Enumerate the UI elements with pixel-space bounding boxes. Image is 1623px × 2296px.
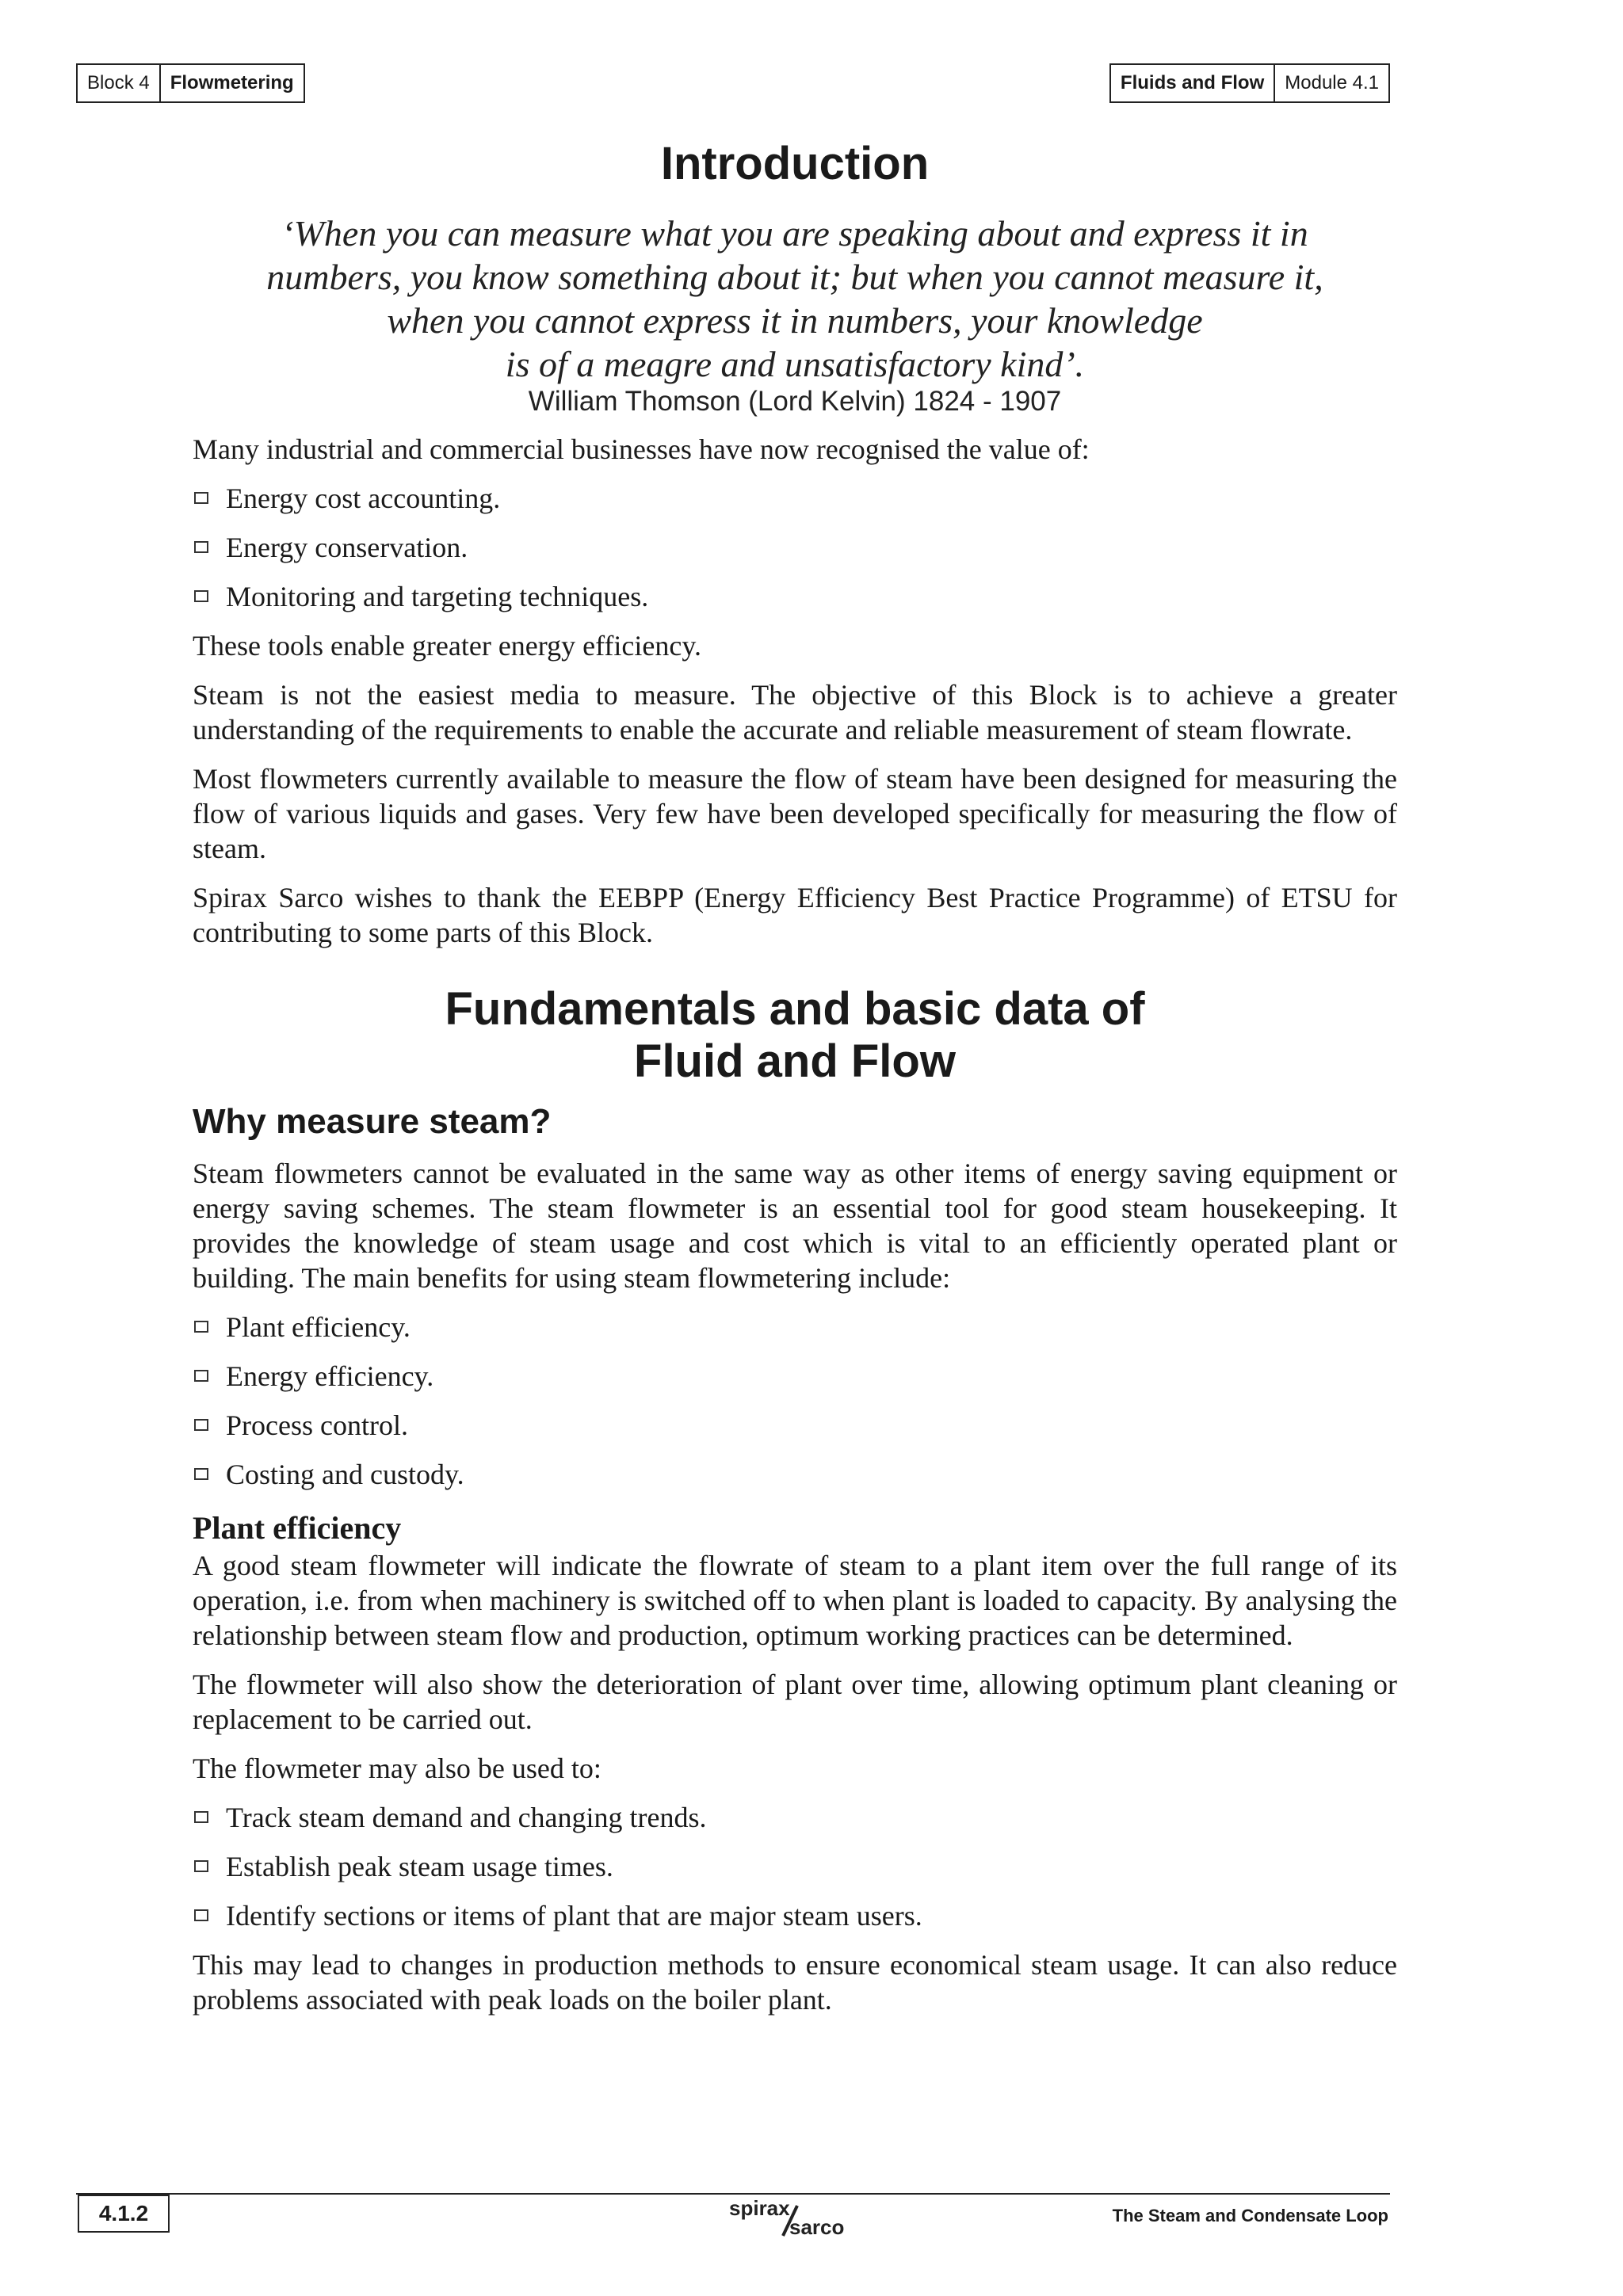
quote-line: ‘When you can measure what you are speaking about and express it in	[281, 212, 1308, 254]
square-bullet-icon	[194, 590, 208, 602]
header-section: Fluids and Flow	[1120, 72, 1265, 93]
plant-paragraph: The flowmeter may also be used to:	[193, 1752, 601, 1784]
intro-paragraph: Steam is not the easiest media to measure. The objective of this Block is to achieve a greater understanding of the requirements to enable the accurate and reliable measurement of steam flowrate.	[193, 678, 1397, 746]
spirax-sarco-logo	[727, 2196, 862, 2244]
square-bullet-icon	[194, 1909, 208, 1921]
square-bullet-icon	[194, 1860, 208, 1872]
header-module: Module 4.1	[1274, 65, 1388, 101]
list-item: Process control.	[193, 1408, 1397, 1443]
footer-title: The Steam and Condensate Loop	[1112, 2206, 1388, 2225]
intro-bullet-list	[193, 481, 1397, 614]
square-bullet-icon	[194, 541, 208, 553]
square-bullet-icon	[194, 1419, 208, 1431]
list-item: Establish peak steam usage times.	[193, 1849, 1397, 1884]
logo-text-top: spirax	[729, 2196, 790, 2220]
plant-efficiency-heading: Plant efficiency	[193, 1509, 402, 1546]
list-item: Identify sections or items of plant that are major steam users.	[193, 1898, 1397, 1933]
square-bullet-icon	[194, 492, 208, 504]
plant-paragraph: This may lead to changes in production methods to ensure economical steam usage. It can also reduce problems associated with peak loads on the boiler plant.	[193, 1948, 1397, 2016]
why-paragraph: Steam flowmeters cannot be evaluated in the same way as other items of energy saving equipment or energy saving schemes. The steam flowmeter is an essential tool for good steam housekeeping. It provides the knowledge of steam usage and cost which is vital to an efficiently operated plant or building. The main benefits for using steam flowmetering include:	[193, 1157, 1397, 1294]
uses-list	[193, 1800, 1397, 1933]
square-bullet-icon	[194, 1321, 208, 1333]
header-block: Block 4	[87, 72, 150, 93]
logo-text-bottom: sarco	[789, 2215, 845, 2239]
intro-paragraph: These tools enable greater energy efficiency.	[193, 629, 702, 662]
list-item: Energy cost accounting.	[193, 481, 1397, 516]
list-item: Energy conservation.	[193, 530, 1397, 565]
header-block-box	[76, 63, 305, 103]
header-block-title: Flowmetering	[159, 65, 304, 101]
plant-paragraph: A good steam flowmeter will indicate the flowrate of steam to a plant item over the full range of its operation, i.e. from when machinery is switched off to when plant is loaded to capacity. By analysing the relationship between steam flow and production, optimum working practices can be determined.	[193, 1549, 1397, 1651]
intro-title: Introduction	[660, 138, 930, 189]
plant-paragraph: The flowmeter will also show the deterioration of plant over time, allowing optimum plant cleaning or replacement to be carried out.	[193, 1668, 1397, 1735]
intro-paragraph: Many industrial and commercial businesses have now recognised the value of:	[193, 433, 1090, 465]
list-item: Track steam demand and changing trends.	[193, 1800, 1397, 1835]
quote-line: when you cannot express it in numbers, your knowledge	[387, 299, 1203, 341]
list-item: Costing and custody.	[193, 1457, 1397, 1492]
square-bullet-icon	[194, 1468, 208, 1480]
list-item: Plant efficiency.	[193, 1310, 1397, 1344]
list-item: Monitoring and targeting techniques.	[193, 579, 1397, 614]
page-content	[193, 139, 1397, 2017]
kelvin-quote	[193, 212, 1397, 386]
quote-line: is of a meagre and unsatisfactory kind’.	[505, 343, 1085, 384]
list-item: Energy efficiency.	[193, 1359, 1397, 1394]
quote-attribution: William Thomson (Lord Kelvin) 1824 - 1907	[528, 385, 1062, 417]
square-bullet-icon	[194, 1370, 208, 1382]
header-module-box	[1109, 63, 1390, 103]
why-measure-heading: Why measure steam?	[193, 1101, 552, 1141]
benefits-list	[193, 1310, 1397, 1492]
footer-rule	[76, 2193, 1390, 2195]
intro-paragraph: Spirax Sarco wishes to thank the EEBPP (Energy Efficiency Best Practice Programme) of ETSU for contributing to some parts of this Block.	[193, 881, 1397, 948]
page-number: 4.1.2	[78, 2195, 170, 2233]
intro-paragraph: Most flowmeters currently available to measure the flow of steam have been designed for measuring the flow of various liquids and gases. Very few have been developed specifically for measuring the flow of steam.	[193, 762, 1397, 864]
quote-line: numbers, you know something about it; but when you cannot measure it,	[266, 256, 1323, 297]
square-bullet-icon	[194, 1811, 208, 1823]
fundamentals-title: Fundamentals and basic data of Fluid and Flow	[445, 982, 1145, 1087]
